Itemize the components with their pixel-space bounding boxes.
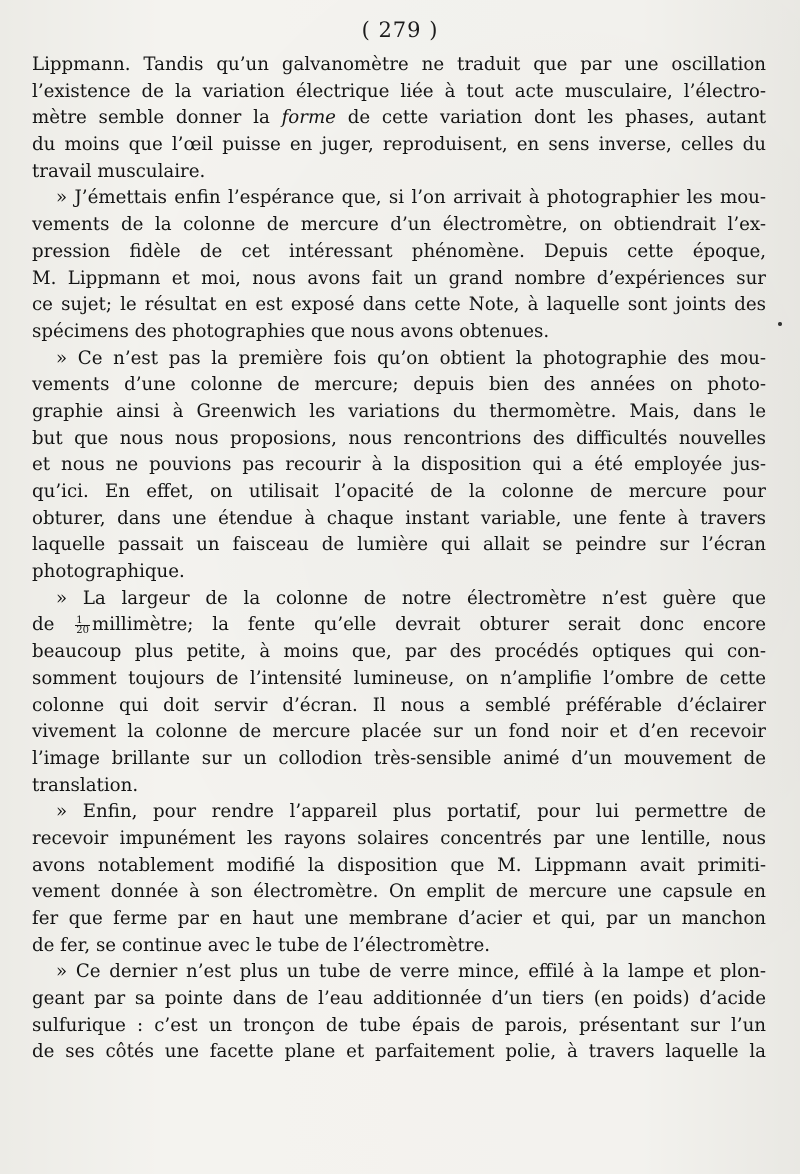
text-line: vivement la colonne de mercure placée sur un fond noir et d’en recevoir — [32, 721, 766, 743]
text-line: » Ce dernier n’est plus un tube de verre mince, effilé à la lampe et plon- — [56, 961, 766, 983]
text-line: pression fidèle de cet intéressant phénomène. Depuis cette époque, — [32, 240, 766, 262]
text-line: laquelle passait un faisceau de lumière qui allait se peindre sur l’écran — [32, 534, 766, 556]
text-line: somment toujours de l’intensité lumineuse, on n’amplifie l’ombre de cette — [32, 667, 766, 689]
body-text — [32, 52, 766, 1066]
fraction-numerator: 1 — [75, 616, 90, 626]
text-line: ce sujet; le résultat en est exposé dans cette Note, à laquelle sont joints des — [32, 294, 766, 316]
text-line: travail musculaire. — [32, 160, 206, 182]
text-line: » Ce n’est pas la première fois qu’on obtient la photographie des mou- — [56, 347, 766, 369]
text-line: obturer, dans une étendue à chaque instant variable, une fente à travers — [32, 507, 766, 529]
text-line: Lippmann. Tandis qu’un galvanomètre ne traduit que par une oscillation — [32, 54, 766, 75]
text-line: colonne qui doit servir d’écran. Il nous a semblé préférable d’éclairer — [32, 694, 766, 716]
text-line — [32, 612, 766, 639]
text-line-content: millimètre; la fente qu’elle devrait obturer serait donc encore — [92, 614, 767, 636]
text-line: l’image brillante sur un collodion très-sensible animé d’un mouvement de — [32, 747, 766, 769]
fraction-denominator: 20 — [76, 624, 90, 636]
fraction — [75, 616, 90, 635]
text-line: mètre semble donner la forme de cette variation dont les phases, autant — [32, 107, 766, 129]
text-line: beaucoup plus petite, à moins que, par des procédés optiques qui con- — [32, 641, 766, 663]
text-line: » J’émettais enfin l’espérance que, si l’on arrivait à photographier les mou- — [56, 187, 766, 209]
text-line: vements de la colonne de mercure d’un électromètre, on obtiendrait l’ex- — [32, 214, 766, 236]
emphasis: forme — [281, 107, 336, 129]
text-line: l’existence de la variation électrique liée à tout acte musculaire, l’électro- — [32, 80, 766, 102]
text-line: qu’ici. En effet, on utilisait l’opacité de la colonne de mercure pour — [32, 481, 766, 502]
page-number: ( 279 ) — [361, 18, 439, 42]
text-line: graphie ainsi à Greenwich les variations du thermomètre. Mais, dans le — [32, 400, 766, 422]
text-line: geant par sa pointe dans de l’eau additionnée d’un tiers (en poids) d’acide — [32, 988, 766, 1010]
text-line: recevoir impunément les rayons solaires concentrés par une lentille, nous — [32, 827, 766, 849]
text-line: fer que ferme par en haut une membrane d’acier et qui, par un manchon — [32, 908, 766, 929]
text-line: » Enfin, pour rendre l’appareil plus portatif, pour lui permettre de — [56, 801, 766, 823]
text-line: » La largeur de la colonne de notre électromètre n’est guère que — [56, 587, 766, 609]
text-line: vements d’une colonne de mercure; depuis bien des années on photo- — [32, 374, 766, 396]
text-line: du moins que l’œil puisse en juger, reproduisent, en sens inverse, celles du — [32, 134, 766, 156]
text-line: vement donnée à son électromètre. On emplit de mercure une capsule en — [32, 881, 766, 903]
text-line: M. Lippmann et moi, nous avons fait un grand nombre d’expériences sur — [32, 267, 766, 289]
text-line: but que nous nous proposions, nous rencontrions des difficultés nouvelles — [32, 427, 766, 449]
text-line: de fer, se continue avec le tube de l’électromètre. — [32, 934, 491, 956]
text-line: spécimens des photographies que nous avons obtenues. — [32, 320, 550, 342]
text-line-prefix: de — [32, 614, 74, 636]
text-line: sulfurique : c’est un tronçon de tube épais de parois, présentant sur l’un — [32, 1014, 766, 1036]
text-line: de ses côtés une facette plane et parfaitement polie, à travers laquelle la — [32, 1041, 766, 1063]
text-line: avons notablement modifié la disposition que M. Lippmann avait primiti- — [32, 854, 766, 876]
text-line: photographique. — [32, 561, 185, 583]
ink-speck — [778, 322, 782, 326]
text-line: translation. — [32, 774, 139, 796]
text-line: et nous ne pouvions pas recourir à la disposition qui a été employée jus- — [32, 454, 766, 476]
